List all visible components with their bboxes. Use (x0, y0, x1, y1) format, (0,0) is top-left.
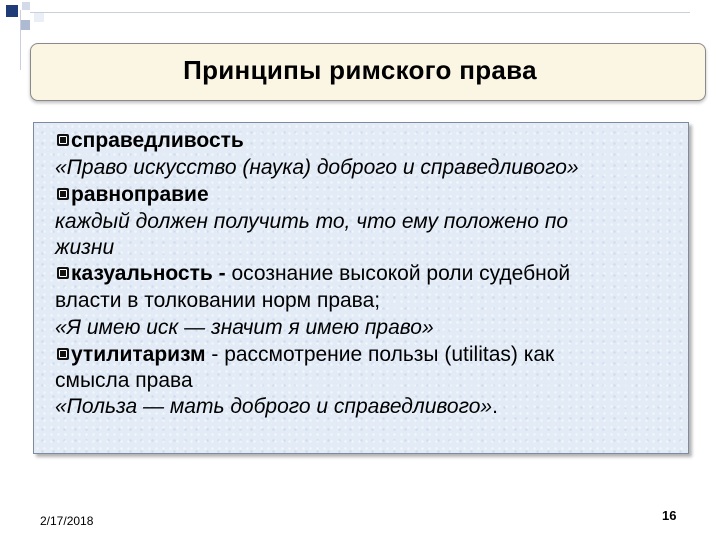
item-heading: равноправие (71, 183, 209, 206)
header-rule (30, 12, 690, 13)
list-item-utilitarianism (57, 342, 554, 368)
quote-line: «Я имею иск — значит я имею право» (55, 316, 434, 339)
item-heading: утилитаризм (71, 343, 206, 366)
footer-date: 2/17/2018 (40, 514, 94, 528)
text-line: жизни (55, 236, 115, 259)
corner-square-light (22, 2, 30, 10)
list-item-justice (57, 128, 244, 154)
list-item-casuality (57, 261, 570, 287)
item-text: осознание высокой роли судебной (225, 262, 571, 285)
checkbox-bullet-icon (57, 188, 69, 200)
quote-line: «Право искусство (наука) доброго и справедливого» (55, 156, 579, 179)
item-heading: казуальность - (71, 262, 226, 285)
item-heading: справедливость (71, 129, 244, 152)
list-item-equality (57, 182, 209, 208)
quote-line (55, 394, 498, 420)
slide-title: Принципы римского права (183, 55, 537, 85)
text-line: каждый должен получить то, что ему положено по (55, 210, 569, 233)
corner-square-pale (34, 12, 44, 22)
item-text: - рассмотрение пользы (utilitas) как (205, 343, 555, 366)
page-number: 16 (662, 508, 677, 523)
corner-square-mid (20, 20, 30, 30)
checkbox-bullet-icon (57, 267, 69, 279)
quote-text: «Польза — мать доброго и справедливого» (55, 395, 493, 418)
text-line: смысла права (55, 369, 193, 392)
corner-square-dark (6, 5, 18, 17)
quote-period: . (492, 395, 498, 418)
checkbox-bullet-icon (57, 348, 69, 360)
checkbox-bullet-icon (57, 134, 69, 146)
text-line: власти в толковании норм права; (55, 289, 381, 312)
